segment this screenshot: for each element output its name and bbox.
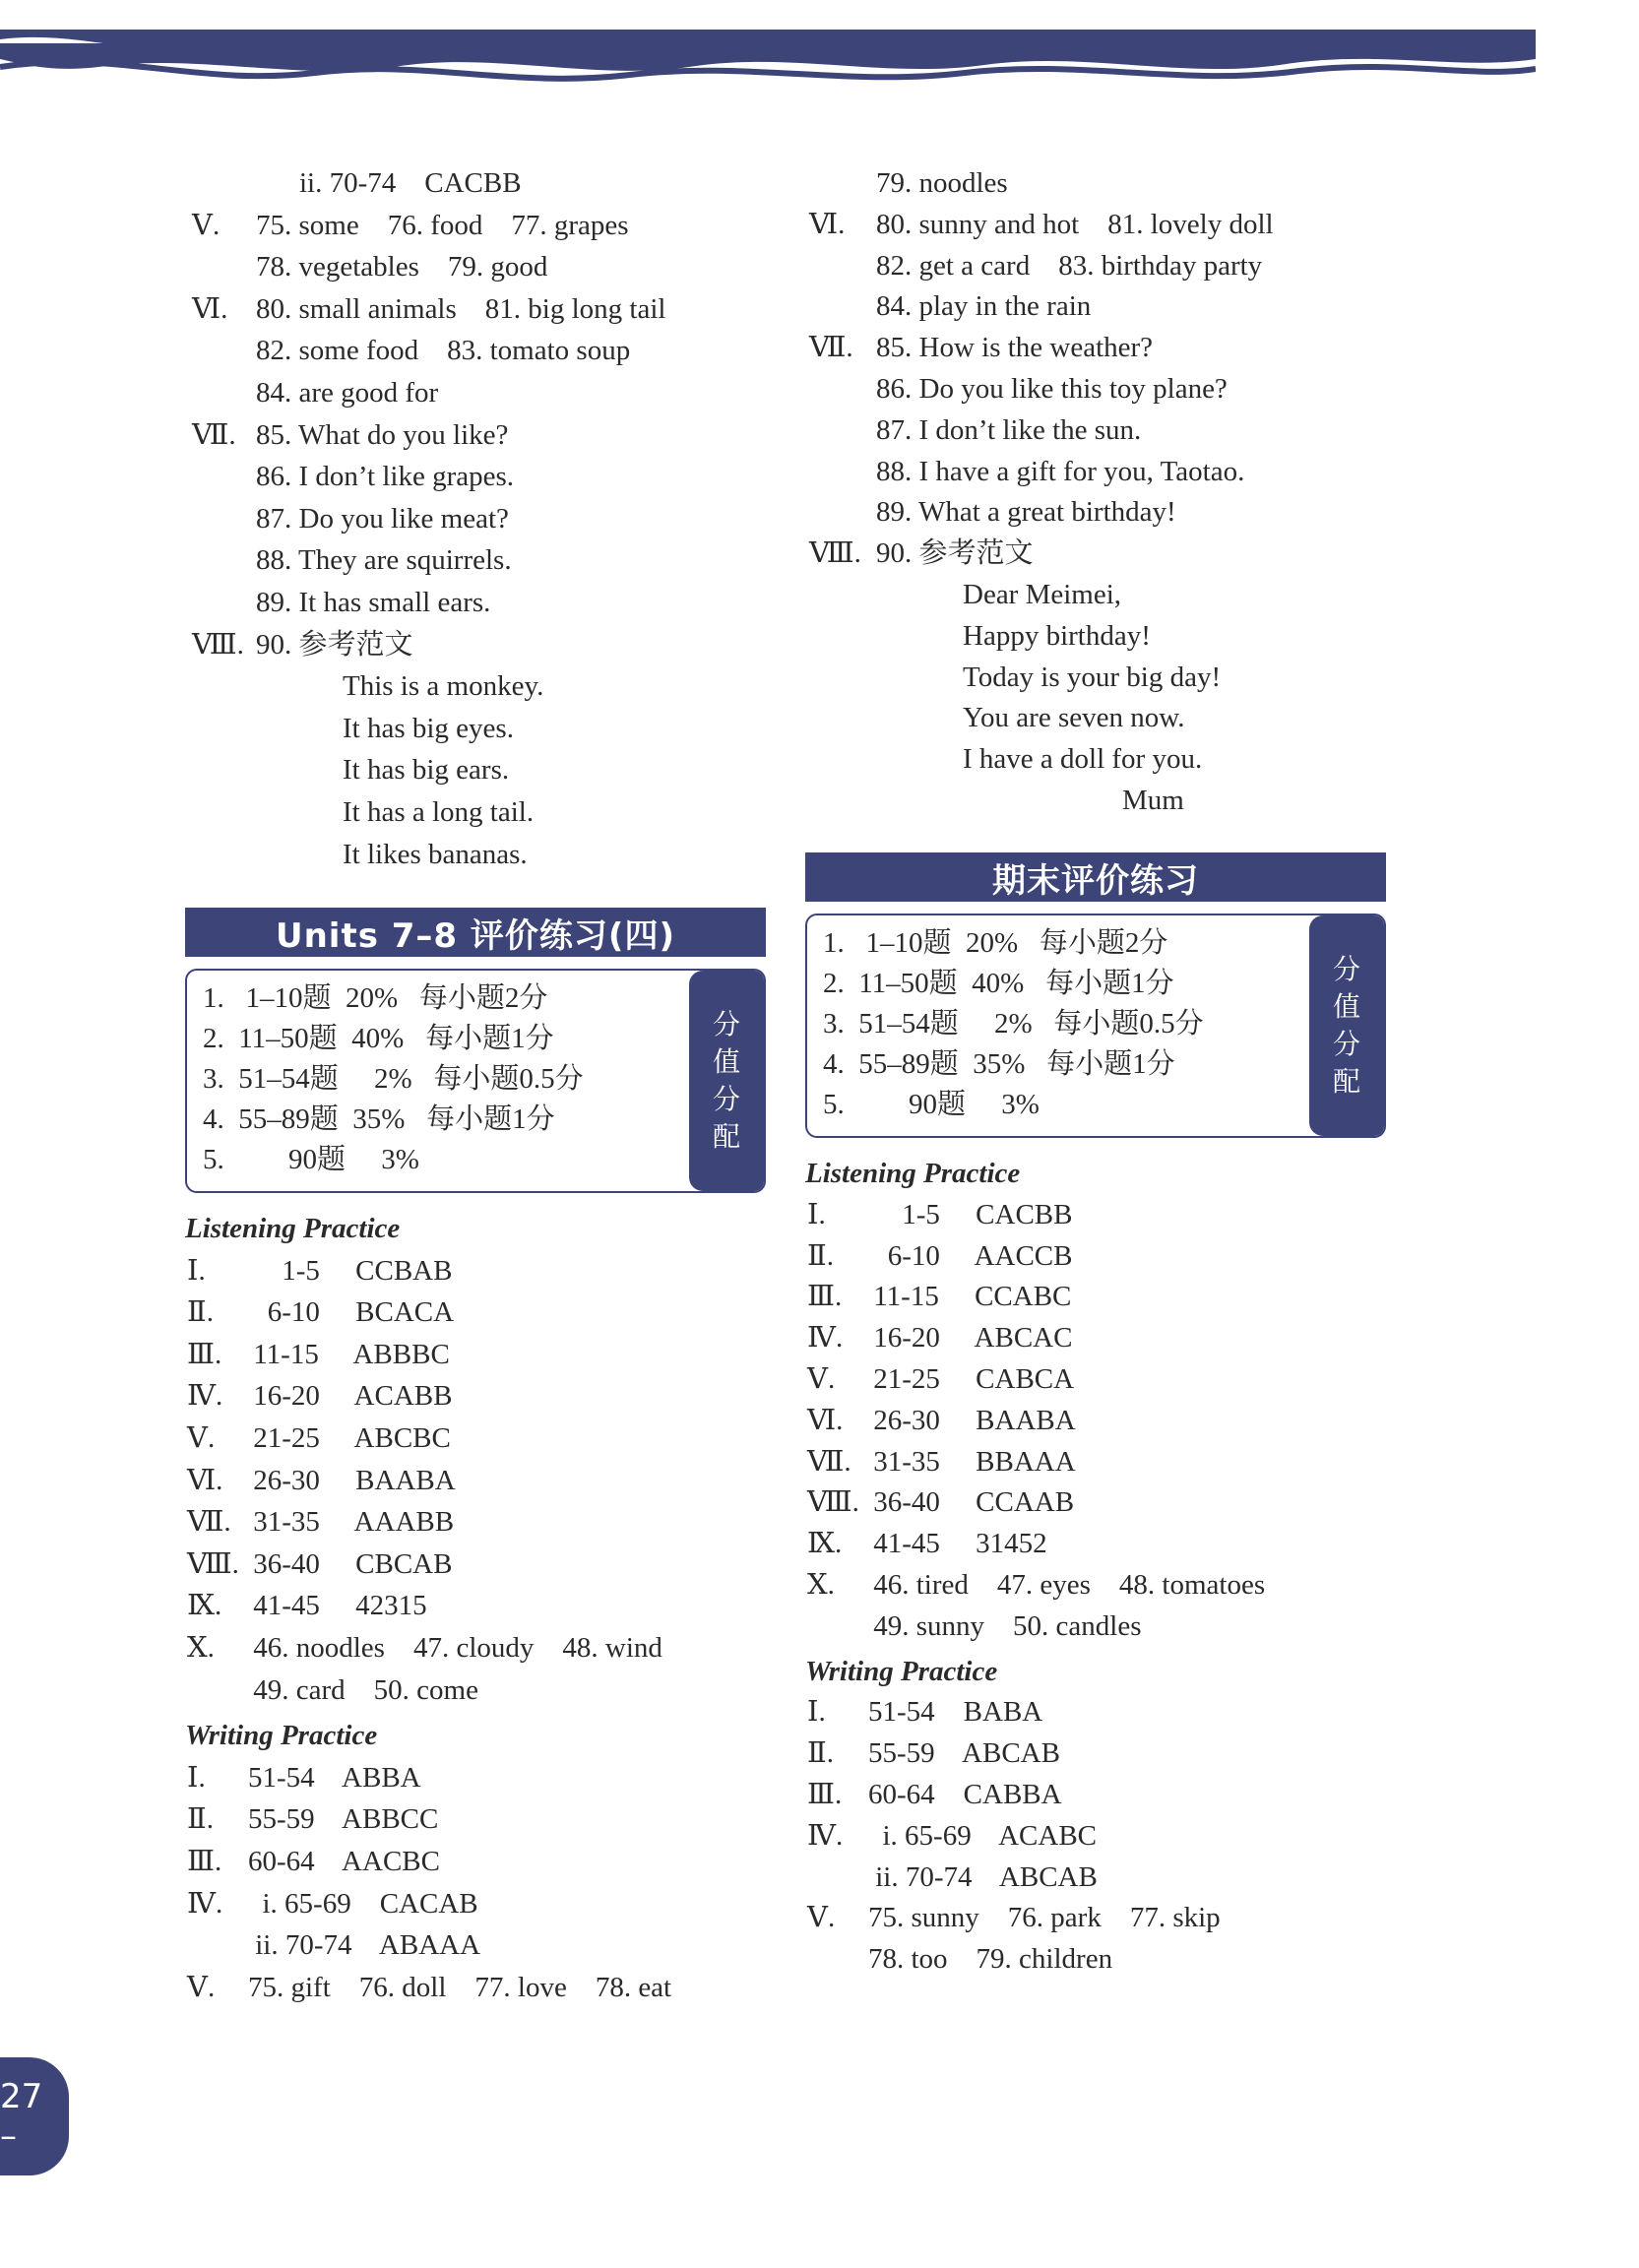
score-row: 5. 90题 3% [203,1144,419,1175]
answer-line: 31-35 BBAAA [866,1445,1076,1478]
header-wave-decoration [0,30,1536,89]
roman-numeral: Ⅳ. [187,1887,223,1920]
section-banner: Units 7–8 评价练习(四) [185,908,766,957]
tag-char: 值 [712,1045,740,1078]
answer-line: 85. How is the weather? [876,332,1154,364]
roman-numeral: Ⅹ. [807,1569,835,1601]
roman-numeral: Ⅳ. [807,1819,844,1852]
answer-line: This is a monkey. [343,670,544,703]
answer-line: 11-15 ABBBC [246,1338,450,1370]
answer-line: 60-64 CABBA [868,1779,1062,1810]
answer-line: 31-35 AAABB [246,1506,455,1539]
answer-line: 21-25 CABCA [866,1363,1075,1395]
page-number: 27 – [0,2077,43,2156]
answer-line: Dear Meimei, [963,579,1122,610]
tag-char: 分 [712,1008,740,1040]
roman-numeral: Ⅶ. [807,1445,851,1478]
answer-line: 80. small animals 81. big long tail [256,292,666,325]
answer-line: 88. I have a gift for you, Taotao. [876,455,1245,487]
answer-line: 55-59 ABCAB [868,1737,1060,1770]
answer-line: 90. 参考范文 [256,628,413,661]
answer-line: 80. sunny and hot 81. lovely doll [876,208,1274,240]
roman-numeral: Ⅳ. [807,1322,844,1354]
roman-numeral: Ⅶ. [187,1506,231,1539]
answer-line: 60-64 AACBC [248,1846,440,1877]
page-number-tab [0,2057,69,2175]
score-row: 4. 55–89题 35% 每小题1分 [203,1103,555,1135]
roman-numeral: Ⅶ. [809,332,853,364]
answer-line: 90. 参考范文 [876,537,1034,570]
answer-line: 78. vegetables 79. good [256,251,548,284]
answer-line: It likes bananas. [343,838,528,870]
roman-numeral: Ⅱ. [807,1737,834,1770]
answer-line: 51-54 ABBA [248,1761,421,1794]
roman-numeral: Ⅴ. [192,209,221,241]
answer-line: 11-15 CCABC [866,1281,1072,1313]
roman-numeral: Ⅴ. [807,1902,836,1934]
answer-line: ii. 70-74 ABCAB [868,1860,1098,1893]
answer-line: Today is your big day! [963,661,1222,693]
score-row: 3. 51–54题 2% 每小题0.5分 [823,1008,1204,1040]
answer-line: Happy birthday! [963,619,1151,652]
score-row: 5. 90题 3% [823,1089,1040,1120]
answer-line: 49. card 50. come [246,1673,478,1706]
answer-line: 84. are good for [256,377,439,409]
roman-numeral: Ⅰ. [807,1198,826,1230]
score-row: 3. 51–54题 2% 每小题0.5分 [203,1063,584,1095]
answer-line: 16-20 ABCAC [866,1322,1073,1354]
roman-numeral: Ⅲ. [807,1281,843,1313]
listening-practice-heading: Listening Practice [805,1158,1021,1189]
roman-numeral: Ⅳ. [187,1380,223,1413]
score-row: 2. 11–50题 40% 每小题1分 [823,968,1174,999]
answer-line: Mum [1122,785,1184,816]
answer-line: 86. I don’t like grapes. [256,461,515,493]
roman-numeral: Ⅸ. [807,1528,843,1560]
score-row: 2. 11–50题 40% 每小题1分 [203,1023,554,1054]
roman-numeral: Ⅷ. [187,1547,239,1580]
score-row: 4. 55–89题 35% 每小题1分 [823,1048,1175,1080]
answer-line: 89. It has small ears. [256,587,491,618]
roman-numeral: Ⅱ. [187,1296,214,1329]
answer-line: 75. gift 76. doll 77. love 78. eat [248,1971,672,2003]
roman-numeral: Ⅰ. [807,1696,826,1729]
roman-numeral: Ⅲ. [187,1846,222,1877]
roman-numeral: Ⅵ. [192,292,228,325]
answer-line: 51-54 BABA [868,1696,1043,1729]
answer-line: 89. What a great birthday! [876,496,1176,529]
answer-line: i. 65-69 ACABC [868,1819,1098,1852]
score-row: 1. 1–10题 20% 每小题2分 [203,982,548,1014]
answer-line: ii. 70-74 CACBB [299,167,522,199]
answer-line: You are seven now. [963,702,1185,734]
answer-line: 87. Do you like meat? [256,502,509,535]
writing-practice-heading: Writing Practice [805,1655,998,1687]
roman-numeral: Ⅲ. [187,1338,222,1370]
section-banner: 期末评价练习 [805,852,1386,902]
score-allocation-tag [689,971,764,1191]
roman-numeral: Ⅱ. [187,1803,214,1836]
answer-line: It has big eyes. [343,712,514,744]
answer-line: 46. tired 47. eyes 48. tomatoes [866,1569,1266,1601]
answer-line: 87. I don’t like the sun. [876,413,1142,446]
roman-numeral: Ⅵ. [807,1404,844,1436]
roman-numeral: Ⅴ. [807,1363,836,1395]
answer-line: 49. sunny 50. candles [866,1609,1142,1642]
answer-line: ii. 70-74 ABAAA [248,1929,481,1962]
answer-line: 46. noodles 47. cloudy 48. wind [246,1632,662,1664]
answer-line: 1-5 CCBAB [246,1254,453,1287]
answer-line: 26-30 BAABA [246,1464,456,1496]
answer-line: 36-40 CCAAB [866,1486,1075,1519]
roman-numeral: Ⅱ. [807,1239,834,1272]
roman-numeral: Ⅷ. [192,628,244,661]
tag-char: 分 [1332,1028,1360,1060]
roman-numeral: Ⅷ. [807,1486,859,1519]
answer-line: 84. play in the rain [876,290,1092,323]
tag-char: 配 [712,1120,740,1153]
roman-numeral: Ⅴ. [187,1422,216,1454]
answer-line: 26-30 BAABA [866,1404,1076,1436]
answer-line: It has a long tail. [343,796,535,828]
tag-char: 分 [712,1083,740,1115]
roman-numeral: Ⅰ. [187,1761,206,1794]
answer-line: 55-59 ABBCC [248,1803,439,1836]
answer-line: 79. noodles [876,167,1008,199]
roman-numeral: Ⅲ. [807,1779,843,1810]
score-allocation-tag [1309,915,1384,1136]
answer-line: 1-5 CACBB [866,1198,1073,1230]
listening-practice-heading: Listening Practice [185,1213,401,1244]
score-allocation-box [805,914,1386,1138]
answer-line: 6-10 AACCB [866,1239,1073,1272]
score-row: 1. 1–10题 20% 每小题2分 [823,927,1168,959]
tag-char: 配 [1332,1065,1360,1098]
answer-line: 85. What do you like? [256,418,509,451]
writing-practice-heading: Writing Practice [185,1720,378,1752]
answer-line: 75. some 76. food 77. grapes [256,209,629,241]
roman-numeral: Ⅶ. [192,418,236,451]
answer-line: 86. Do you like this toy plane? [876,373,1228,405]
answer-line: I have a doll for you. [963,743,1203,776]
score-allocation-box [185,969,766,1193]
tag-char: 分 [1332,953,1360,985]
answer-line: 6-10 BCACA [246,1296,455,1329]
answer-line: 82. some food 83. tomato soup [256,335,631,367]
answer-line: 41-45 42315 [246,1590,427,1622]
answer-line: 21-25 ABCBC [246,1422,451,1454]
answer-line: 88. They are squirrels. [256,544,512,577]
answer-line: i. 65-69 CACAB [248,1887,478,1920]
tag-char: 值 [1332,990,1360,1023]
roman-numeral: Ⅷ. [809,537,861,570]
roman-numeral: Ⅴ. [187,1971,216,2003]
roman-numeral: Ⅹ. [187,1632,215,1664]
roman-numeral: Ⅵ. [187,1464,223,1496]
answer-line: 36-40 CBCAB [246,1547,453,1580]
roman-numeral: Ⅰ. [187,1254,206,1287]
answer-line: 41-45 31452 [866,1528,1047,1560]
roman-numeral: Ⅵ. [809,208,846,240]
answer-line: It has big ears. [343,754,510,787]
answer-line: 75. sunny 76. park 77. skip [868,1902,1221,1934]
roman-numeral: Ⅸ. [187,1590,222,1622]
answer-line: 16-20 ACABB [246,1380,453,1413]
answer-line: 82. get a card 83. birthday party [876,249,1263,282]
answer-line: 78. too 79. children [868,1943,1113,1976]
